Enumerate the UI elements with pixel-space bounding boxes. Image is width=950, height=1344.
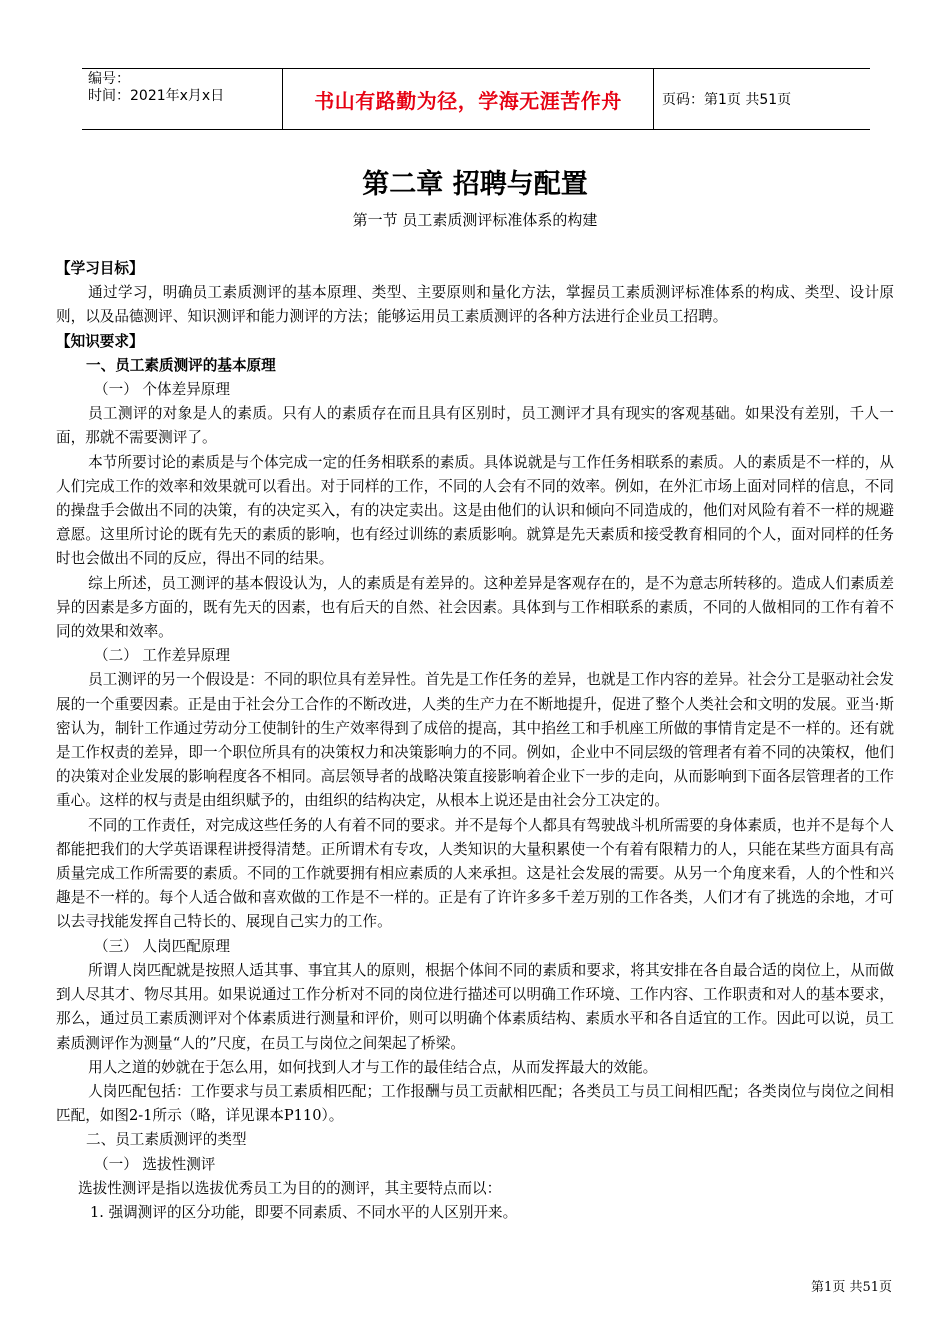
paragraph: 人岗匹配包括：工作要求与员工素质相匹配；工作报酬与员工贡献相匹配；各类员工与员工间相匹配；各类岗位与岗位之间相匹配，如图2-1所示（略，详见课本P110）。 xyxy=(56,1082,894,1125)
chapter-title: 第二章 招聘与配置 xyxy=(362,169,588,200)
knowledge-heading: 【知识要求】 xyxy=(56,332,144,350)
paragraph: 选拔性测评是指以选拔优秀员工为目的的测评，其主要特点而以： xyxy=(78,1179,502,1197)
header-date: 时间：2021年x月x日 xyxy=(88,88,225,104)
header-table xyxy=(82,68,870,130)
paragraph: 不同的工作责任，对完成这些任务的人有着不同的要求。并不是每个人都具有驾驶战斗机所需要的身体素质，也并不是每个人都能把我们的大学英语课程讲授得清楚。正所谓术有专攻，人类知识的大量积累使一个有着有限精力的人，只能在某些方面具有高质量完成工作所需要的素质。不同的工作就要拥有相应素质的人来承担。这是社会发展的需要。从另一个角度来看，人的个性和兴趣是不一样的。每个人适合做和喜欢做的工作是不一样的。正是有了许许多多千差万别的工作各类，人们才有了挑选的余地，才可以去寻找能发挥自己特长的、展现自己实力的工作。 xyxy=(56,816,894,931)
heading-work: （二） 工作差异原理 xyxy=(94,647,230,665)
paragraph: 用人之道的妙就在于怎么用，如何找到人才与工作的最佳结合点，从而发挥最大的效能。 xyxy=(88,1058,658,1076)
objective-text: 通过学习，明确员工素质测评的基本原理、类型、主要原则和量化方法，掌握员工素质测评标准体系的构成、类型、设计原则，以及品德测评、知识测评和能力测评的方法；能够运用员工素质测评的各种方法进行企业员工招聘。 xyxy=(56,284,894,326)
heading-match: （三） 人岗匹配原理 xyxy=(94,937,230,955)
section-title: 第一节 员工素质测评标准体系的构建 xyxy=(352,211,598,229)
paragraph: 员工测评的另一个假设是：不同的职位具有差异性。首先是工作任务的差异，也就是工作内容的差异。社会分工是驱动社会发展的一个重要因素。正是由于社会分工合作的不断改进，人类的生产力在不断地提升，促进了整个人类社会和文明的发展。亚当·斯密认为，制针工作通过劳动分工使制针的生产效率得到了成倍的提高，其中掐丝工和手机座工所做的事情肯定是不一样的。还有就是工作权责的差异，即一个职位所具有的决策权力和决策影响力的不同。例如，企业中不同层级的管理者有着不同的决策权，他们的决策对企业发展的影响程度各不相同。高层领导者的战略决策直接影响着企业下一步的走向，从而影响到下面各层管理者的工作重心。这样的权与责是由组织赋予的，由组织的结构决定，从根本上说还是由社会分工决定的。 xyxy=(56,671,894,810)
paragraph: 综上所述，员工测评的基本假设认为，人的素质是有差异的。这种差异是客观存在的，是不为意志所转移的。造成人们素质差异的因素是多方面的，既有先天的因素，也有后天的自然、社会因素。具体到与工作相联系的素质，不同的人做相同的工作有着不同的效果和效率。 xyxy=(56,574,894,641)
document-body xyxy=(56,257,894,1225)
header-meta xyxy=(82,69,282,129)
header-motto: 书山有路勤为径，学海无涯苦作舟 xyxy=(282,69,654,129)
header-number: 编号： xyxy=(88,71,130,87)
header-page-info: 页码：第1页 共51页 xyxy=(662,92,792,108)
paragraph: 员工测评的对象是人的素质。只有人的素质存在而且具有区别时，员工测评才具有现实的客观基础。如果没有差别，千人一面，那就不需要测评了。 xyxy=(56,405,894,447)
page-footer: 第1页 共51页 xyxy=(811,1280,892,1295)
heading-selection: （一） 选拔性测评 xyxy=(94,1155,216,1173)
objective-heading: 【学习目标】 xyxy=(56,260,144,277)
paragraph: 所谓人岗匹配就是按照人适其事、事宜其人的原则，根据个体间不同的素质和要求，将其安排在各自最合适的岗位上，从而做到人尽其才、物尽其用。如果说通过工作分析对不同的岗位进行描述可以明确工作环境、工作内容、工作职责和对人的基本要求，那么，通过员工素质测评对个体素质进行测量和评价，则可以明确个体素质结构、素质水平和各自适宜的工作。因此可以说，员工素质测评作为测量“人的”尺度，在员工与岗位之间架起了桥梁。 xyxy=(56,961,894,1052)
numbered-item: 1. 强调测评的区分功能，即要不同素质、不同水平的人区别开来。 xyxy=(90,1203,518,1221)
heading-principle: 一、员工素质测评的基本原理 xyxy=(86,356,276,374)
heading-individual: （一） 个体差异原理 xyxy=(94,381,230,399)
heading-types: 二、员工素质测评的类型 xyxy=(86,1131,247,1149)
paragraph: 本节所要讨论的素质是与个体完成一定的任务相联系的素质。具体说就是与工作任务相联系的素质。人的素质是不一样的，从人们完成工作的效率和效果就可以看出。对于同样的工作，不同的人会有不同的效率。例如，在外汇市场上面对同样的信息，不同的操盘手会做出不同的决策，有的决定买入，有的决定卖出。这是由他们的认识和倾向不同造成的，他们对风险有着不一样的规避意愿。这里所讨论的既有先天的素质的影响，也有经过训练的素质影响。就算是先天素质和接受教育相同的个人，面对同样的任务时也会做出不同的反应，得出不同的结果。 xyxy=(56,453,894,568)
